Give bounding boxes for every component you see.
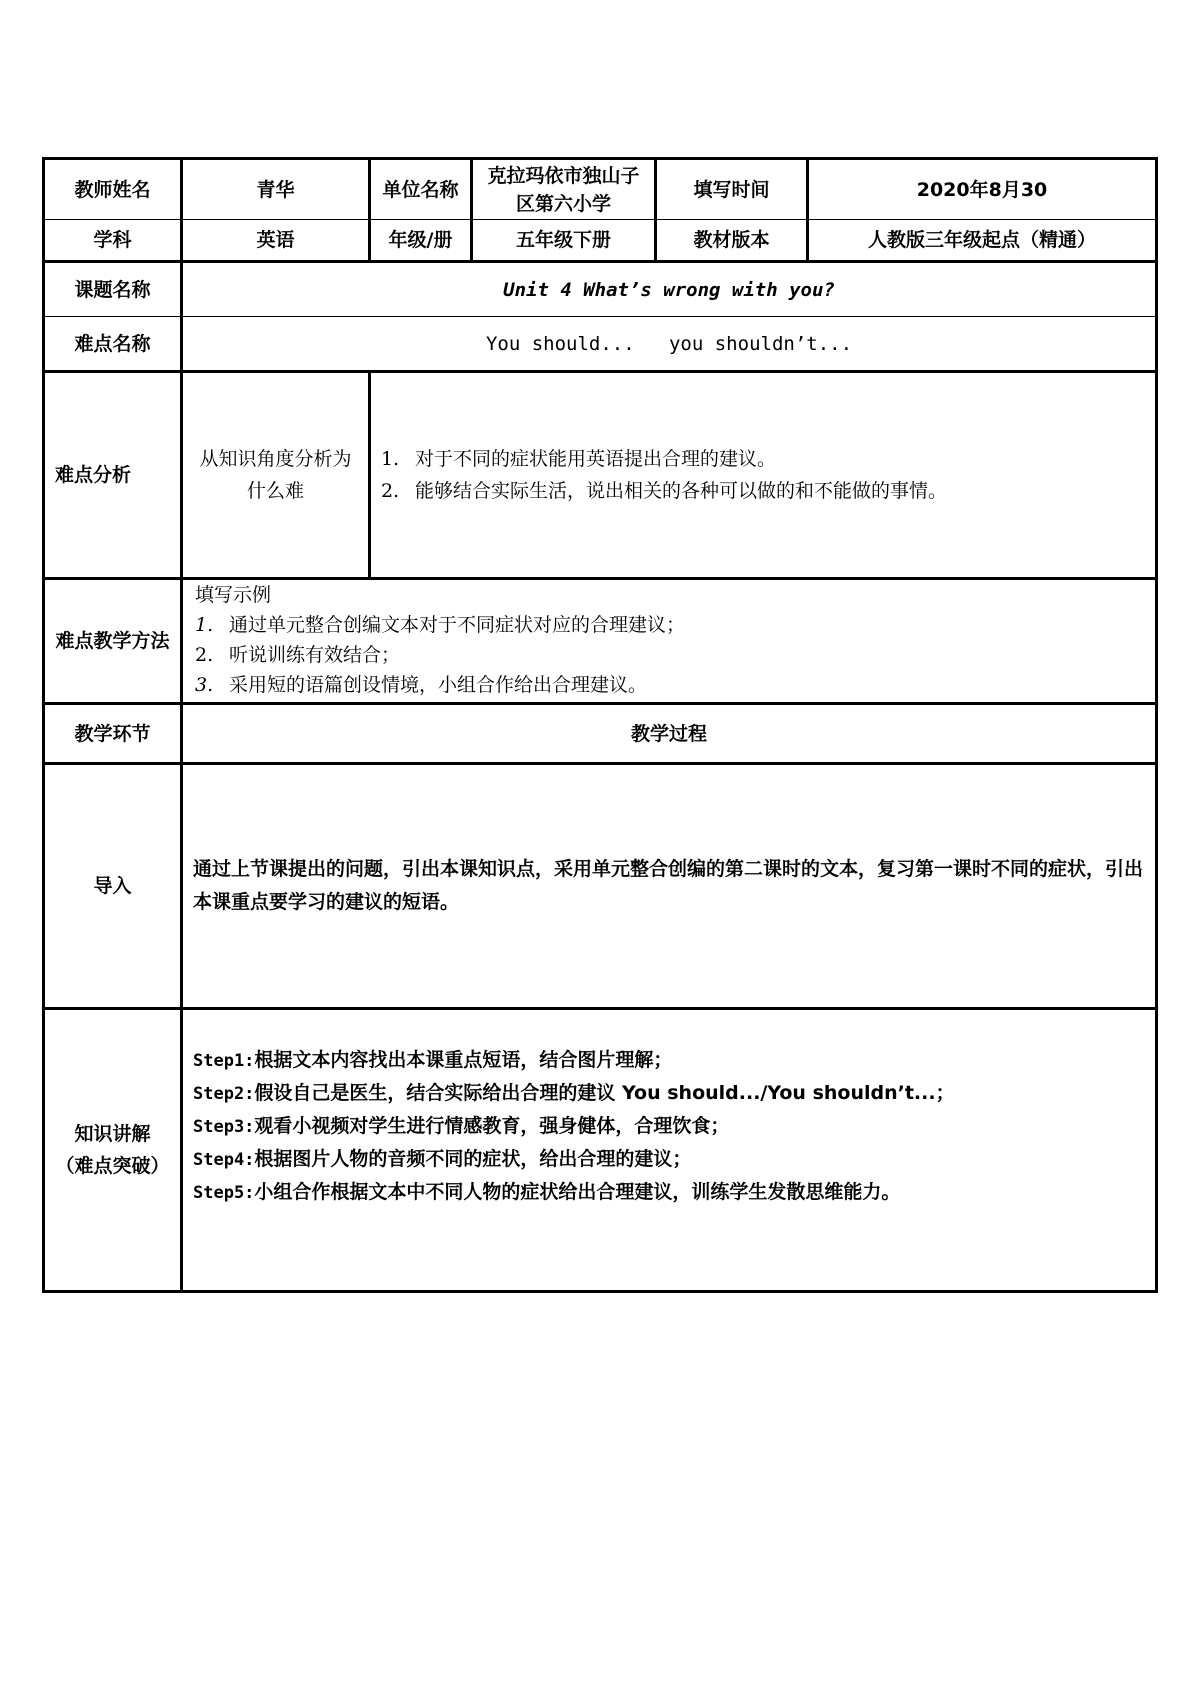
knowledge-label xyxy=(44,1009,182,1292)
analysis-item: 1. 对于不同的症状能用英语提出合理的建议。 xyxy=(381,448,777,470)
analysis-label: 难点分析 xyxy=(44,372,182,579)
subject-label: 学科 xyxy=(44,220,182,262)
knowledge-content xyxy=(182,1009,1157,1292)
difficulty-row xyxy=(44,317,1157,372)
knowledge-row xyxy=(44,1009,1157,1292)
grade-label: 年级/册 xyxy=(370,220,472,262)
knowledge-step: Step5:小组合作根据文本中不同人物的症状给出合理建议，训练学生发散思维能力。 xyxy=(193,1181,901,1203)
lesson-plan-table xyxy=(42,157,1158,1293)
method-item: 2. 听说训练有效结合； xyxy=(195,644,401,666)
teacher-name-label: 教师姓名 xyxy=(44,159,182,220)
knowledge-step: Step2:假设自己是医生，结合实际给出合理的建议 You should.../You shouldn’t...； xyxy=(193,1082,955,1104)
method-item: 3. 采用短的语篇创设情境，小组合作给出合理建议。 xyxy=(195,674,648,696)
analysis-sub-label: 从知识角度分析为什么难 xyxy=(182,372,370,579)
teacher-name-value: 青华 xyxy=(182,159,370,220)
grade-value: 五年级下册 xyxy=(472,220,656,262)
topic-label: 课题名称 xyxy=(44,262,182,317)
analysis-content xyxy=(370,372,1157,579)
intro-row xyxy=(44,764,1157,1009)
header-row-2 xyxy=(44,220,1157,262)
analysis-row xyxy=(44,372,1157,579)
header-row-1 xyxy=(44,159,1157,220)
textbook-label: 教材版本 xyxy=(656,220,808,262)
intro-text: 通过上节课提出的问题，引出本课知识点，采用单元整合创编的第二课时的文本，复习第一课时不同的症状，引出本课重点要学习的建议的短语。 xyxy=(182,764,1157,1009)
textbook-value: 人教版三年级起点（精通） xyxy=(808,220,1157,262)
difficulty-label: 难点名称 xyxy=(44,317,182,372)
method-label: 难点教学方法 xyxy=(44,579,182,704)
process-header-row xyxy=(44,704,1157,764)
process-header-value: 教学过程 xyxy=(182,704,1157,764)
method-row xyxy=(44,579,1157,704)
topic-value: Unit 4 What’s wrong with you? xyxy=(182,262,1157,317)
fill-time-value: 2020年8月30 xyxy=(808,159,1157,220)
method-intro: 填写示例 xyxy=(195,584,272,606)
knowledge-step: Step1:根据文本内容找出本课重点短语，结合图片理解； xyxy=(193,1049,673,1071)
knowledge-label-line1: 知识讲解 xyxy=(74,1123,151,1145)
analysis-item: 2. 能够结合实际生活，说出相关的各种可以做的和不能做的事情。 xyxy=(381,480,948,502)
subject-value: 英语 xyxy=(182,220,370,262)
method-content xyxy=(182,579,1157,704)
difficulty-value: You should... you shouldn’t... xyxy=(182,317,1157,372)
method-item: 1. 通过单元整合创编文本对于不同症状对应的合理建议； xyxy=(195,614,686,636)
knowledge-step: Step4:根据图片人物的音频不同的症状，给出合理的建议； xyxy=(193,1148,692,1170)
knowledge-label-line2: （难点突破） xyxy=(55,1155,170,1177)
knowledge-step: Step3:观看小视频对学生进行情感教育，强身健体，合理饮食； xyxy=(193,1115,730,1137)
unit-name-label: 单位名称 xyxy=(370,159,472,220)
topic-row xyxy=(44,262,1157,317)
process-step-label: 教学环节 xyxy=(44,704,182,764)
fill-time-label: 填写时间 xyxy=(656,159,808,220)
unit-name-value: 克拉玛依市独山子区第六小学 xyxy=(472,159,656,220)
intro-label: 导入 xyxy=(44,764,182,1009)
